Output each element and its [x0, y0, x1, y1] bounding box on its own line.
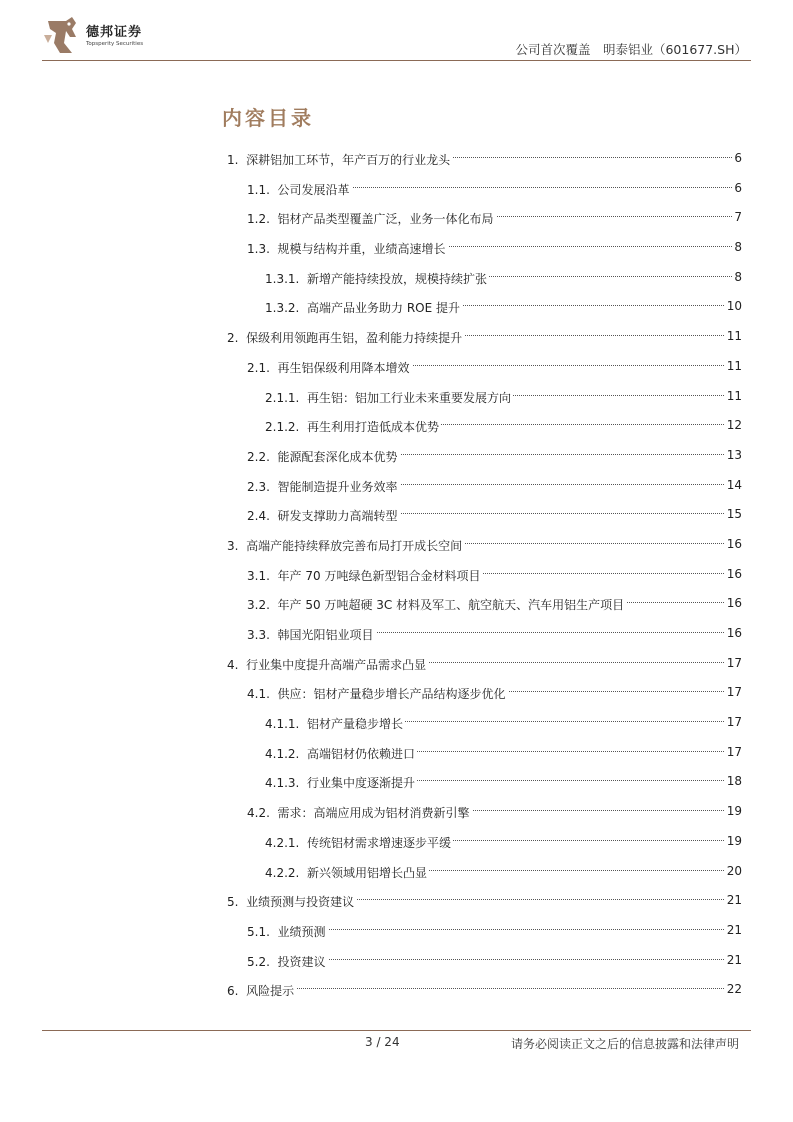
toc-entry-title: 行业集中度提升高端产品需求凸显 — [246, 657, 427, 672]
toc-entry-page: 11 — [726, 329, 742, 344]
toc-entry-title: 年产 50 万吨超硬 3C 材料及军工、航空航天、汽车用铝生产项目 — [277, 598, 625, 613]
toc-entry-title: 再生利用打造低成本优势 — [307, 420, 440, 435]
toc-entry-page: 17 — [726, 655, 742, 670]
toc-entry-number: 4.1.3. — [265, 776, 300, 791]
legal-disclaimer: 请务必阅读正文之后的信息披露和法律声明 — [510, 1037, 739, 1051]
toc-entry-number: 1.3. — [247, 242, 270, 257]
toc-entry[interactable] — [222, 709, 742, 739]
toc-entry-number: 2.1.1. — [265, 390, 300, 405]
toc-entry-page: 16 — [726, 626, 742, 640]
toc-entry-title: 高端产品业务助力 ROE 提升 — [307, 301, 460, 316]
toc-entry-number: 1.2. — [247, 212, 270, 227]
toc-entry-number: 2.4. — [247, 509, 270, 524]
toc-entry[interactable] — [222, 561, 742, 591]
toc-entry[interactable] — [222, 353, 742, 383]
toc-entry-title: 高端产能持续释放完善布局打开成长空间 — [246, 538, 463, 553]
toc-entry-title: 高端铝材仍依赖进口 — [307, 746, 416, 761]
toc-entry[interactable] — [222, 917, 742, 947]
toc-entry[interactable] — [222, 887, 742, 917]
toc-entry[interactable] — [222, 323, 742, 353]
toc-entry[interactable] — [222, 947, 742, 977]
toc-entry[interactable] — [222, 531, 742, 561]
toc-entry-number: 1.3.2. — [265, 301, 300, 316]
toc-entry-number: 1. — [227, 153, 239, 167]
toc-entry-title: 规模与结构并重，业绩高速增长 — [277, 242, 446, 257]
toc-entry-page: 22 — [726, 982, 742, 997]
toc-entry-page: 21 — [726, 952, 742, 967]
toc-entry[interactable] — [222, 739, 742, 769]
toc-entry-number: 3. — [227, 538, 239, 553]
toc-entry-title: 研发支撑助力高端转型 — [277, 509, 398, 524]
toc-entry-number: 1.1. — [247, 182, 270, 197]
toc-entry-page: 16 — [726, 536, 742, 551]
toc-entry[interactable] — [222, 383, 742, 413]
logo-english-name: Topsperity Securities — [86, 40, 144, 47]
toc-entry-page: 7 — [734, 210, 742, 225]
toc-entry[interactable] — [222, 679, 742, 709]
toc-entry-title: 业绩预测 — [277, 924, 326, 939]
toc-entry[interactable] — [222, 620, 742, 650]
toc-entry-page: 19 — [726, 833, 742, 848]
toc-entry-page: 20 — [726, 863, 742, 878]
toc-entry-page: 18 — [726, 774, 742, 789]
toc-entry[interactable] — [222, 501, 742, 531]
toc-entry[interactable] — [222, 472, 742, 502]
toc-entry-page: 17 — [726, 744, 742, 759]
toc-entry-page: 16 — [726, 566, 742, 581]
toc-entry-title: 业绩预测与投资建议 — [246, 895, 355, 910]
page-indicator: 3 / 24 — [365, 1035, 400, 1049]
toc-title: 内容目录 — [222, 106, 314, 130]
company-logo — [42, 15, 143, 57]
toc-entry-title: 年产 70 万吨绿色新型铝合金材料项目 — [277, 568, 481, 583]
toc-entry-page: 15 — [726, 507, 742, 522]
toc-entry[interactable] — [222, 590, 742, 620]
toc-entry[interactable] — [222, 293, 742, 323]
toc-entry-number: 6. — [227, 984, 239, 999]
toc-entry-title: 铝材产品类型覆盖广泛，业务一体化布局 — [277, 212, 494, 227]
toc-entry-page: 19 — [726, 804, 742, 819]
toc-entry-number: 4.2.2. — [265, 865, 300, 880]
toc-entry-number: 2. — [227, 331, 239, 346]
toc-entry-title: 传统铝材需求增速逐步平缓 — [307, 835, 452, 850]
toc-entry-number: 4.2.1. — [265, 835, 300, 850]
toc-entry-title: 新增产能持续投放，规模持续扩张 — [307, 271, 488, 286]
toc-entry-title: 风险提示 — [246, 984, 295, 999]
toc-entry-title: 再生铝：铝加工行业未来重要发展方向 — [307, 390, 512, 405]
toc-entry-title: 行业集中度逐渐提升 — [307, 776, 416, 791]
toc-entry[interactable] — [222, 768, 742, 798]
toc-entry[interactable] — [222, 264, 742, 294]
footer-divider — [42, 1030, 751, 1031]
toc-entry[interactable] — [222, 858, 742, 888]
toc-entry-number: 3.1. — [247, 568, 270, 583]
table-of-contents — [222, 145, 742, 1006]
toc-entry[interactable] — [222, 234, 742, 264]
dragon-logo-icon — [42, 15, 82, 57]
toc-entry-title: 供应：铝材产量稳步增长产品结构逐步优化 — [277, 687, 506, 702]
toc-entry-title: 保级利用领跑再生铝，盈利能力持续提升 — [246, 331, 463, 346]
toc-entry-number: 4.1. — [247, 687, 270, 702]
toc-entry-page: 21 — [726, 922, 742, 937]
toc-entry-title: 再生铝保级利用降本增效 — [277, 360, 410, 375]
toc-entry-title: 深耕铝加工环节，年产百万的行业龙头 — [246, 153, 451, 167]
toc-entry[interactable] — [222, 650, 742, 680]
toc-entry-number: 2.2. — [247, 449, 270, 464]
toc-entry-page: 11 — [726, 358, 742, 373]
toc-entry-page: 16 — [726, 596, 742, 611]
toc-entry-title: 铝材产量稳步增长 — [307, 717, 404, 732]
toc-entry-page: 10 — [726, 299, 742, 314]
toc-entry-page: 17 — [726, 685, 742, 700]
toc-entry-number: 5. — [227, 895, 239, 910]
toc-entry-page: 21 — [726, 893, 742, 908]
toc-entry-number: 2.1.2. — [265, 420, 300, 435]
toc-entry-title: 韩国光阳铝业项目 — [277, 628, 374, 642]
toc-entry-page: 17 — [726, 715, 742, 730]
toc-entry-title: 能源配套深化成本优势 — [277, 449, 398, 464]
toc-entry-number: 4.1.1. — [265, 717, 300, 732]
toc-entry[interactable] — [222, 145, 742, 175]
toc-entry-page: 6 — [734, 180, 742, 195]
toc-entry-number: 1.3.1. — [265, 271, 300, 286]
toc-entry[interactable] — [222, 412, 742, 442]
toc-entry-number: 4.2. — [247, 806, 270, 821]
toc-entry-number: 2.3. — [247, 479, 270, 494]
toc-entry-number: 3.2. — [247, 598, 270, 613]
toc-entry-title: 新兴领域用铝增长凸显 — [307, 865, 428, 880]
toc-entry-title: 智能制造提升业务效率 — [277, 479, 398, 494]
toc-entry-number: 5.1. — [247, 924, 270, 939]
toc-entry-title: 投资建议 — [277, 954, 326, 969]
toc-entry-title: 公司发展沿革 — [277, 182, 350, 197]
toc-entry-title: 需求：高端应用成为铝材消费新引擎 — [277, 806, 470, 821]
toc-entry[interactable] — [222, 798, 742, 828]
toc-entry-page: 8 — [734, 269, 742, 284]
toc-entry-page: 11 — [726, 388, 742, 403]
toc-entry[interactable] — [222, 976, 742, 1006]
toc-entry-number: 3.3. — [247, 628, 270, 642]
toc-entry-number: 2.1. — [247, 360, 270, 375]
toc-entry[interactable] — [222, 175, 742, 205]
toc-entry-page: 6 — [734, 151, 742, 165]
toc-entry[interactable] — [222, 828, 742, 858]
toc-dot-leader — [227, 988, 742, 989]
toc-entry-number: 4. — [227, 657, 239, 672]
toc-entry-number: 5.2. — [247, 954, 270, 969]
toc-entry-page: 14 — [726, 477, 742, 492]
toc-entry-page: 13 — [726, 447, 742, 462]
header-divider — [42, 60, 751, 61]
toc-entry-page: 12 — [726, 418, 742, 433]
toc-entry[interactable] — [222, 442, 742, 472]
toc-entry[interactable] — [222, 204, 742, 234]
logo-chinese-name: 德邦证券 — [86, 24, 143, 40]
report-title: 公司首次覆盖 明泰铝业（601677.SH） — [515, 42, 747, 57]
toc-entry-page: 8 — [734, 240, 742, 255]
toc-entry-number: 4.1.2. — [265, 746, 300, 761]
